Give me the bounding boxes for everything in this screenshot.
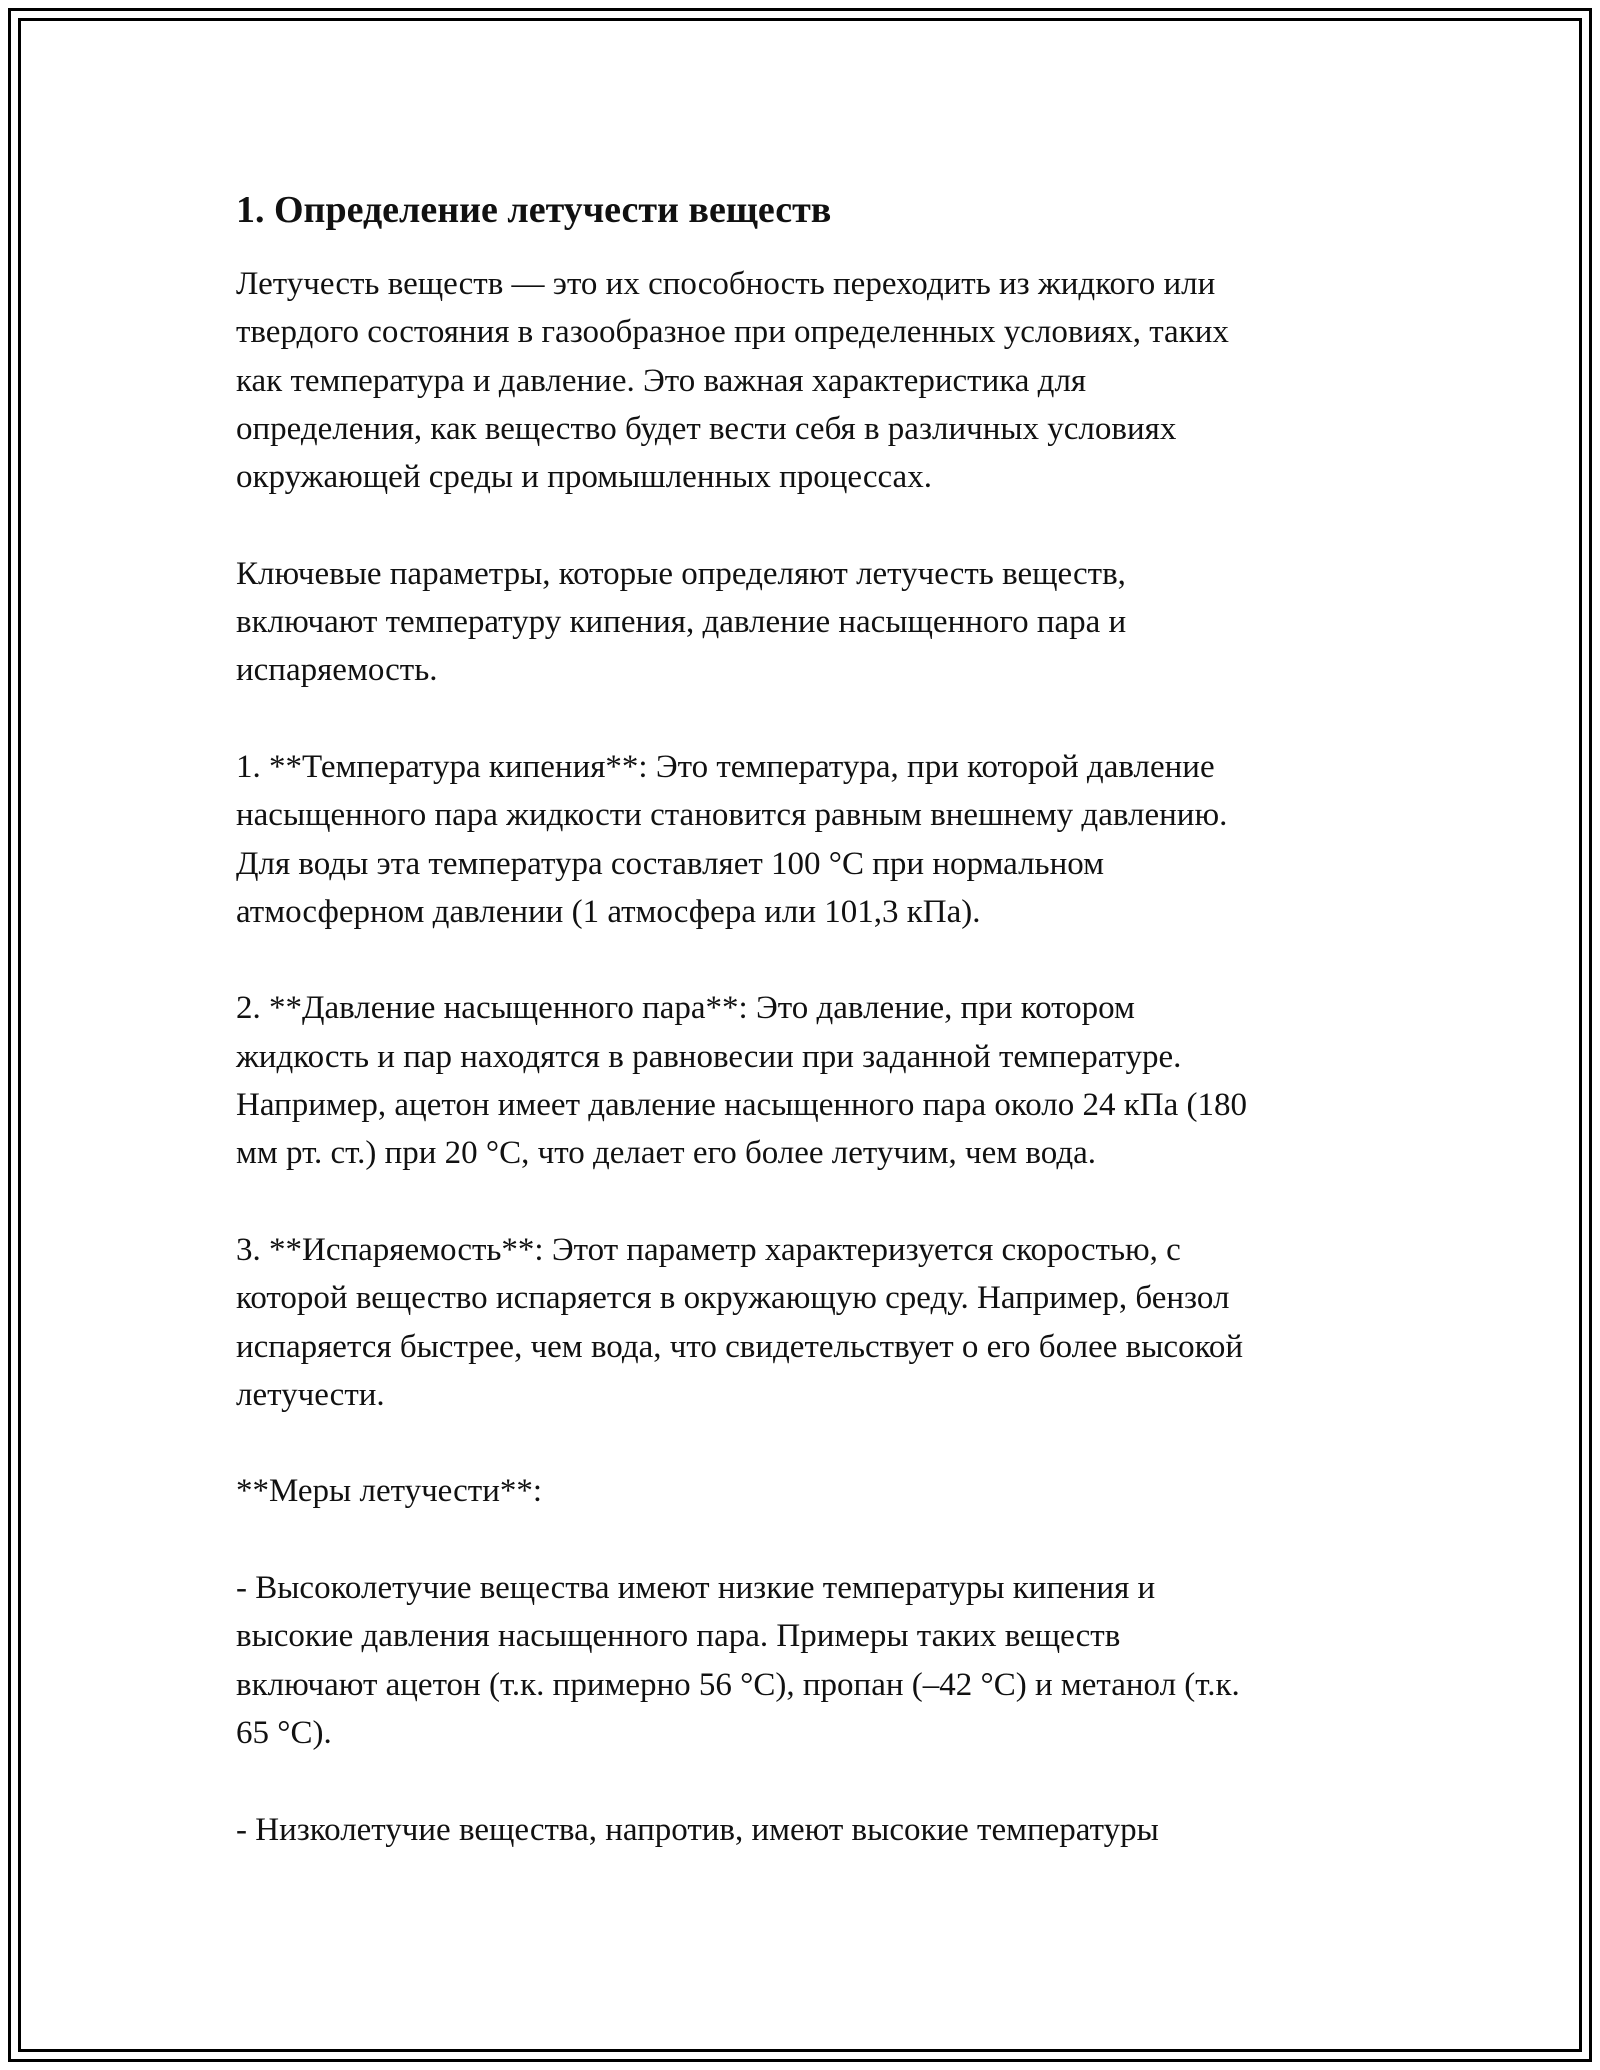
paragraph-definition: Летучесть веществ — это их способность переходить из жидкого или твердого состояния в газообразное при определенных условиях, таких как температура и давление. Это важная характеристика для определения, как вещество будет вести себя в различных условиях окружающей среды и промышленных процессах. [236, 266, 1229, 496]
section-heading: 1. Определение летучести веществ [236, 189, 832, 231]
paragraph-volatility-measures: **Меры летучести**: [236, 1473, 543, 1510]
paragraph-high-volatility: - Высоколетучие вещества имеют низкие температуры кипения и высокие давления насыщенного пара. Примеры таких веществ включают ацетон (т.к. примерно 56 °C), пропан (–42 °C) и метанол (т.к. 65 °C). [236, 1570, 1240, 1751]
document-body [236, 186, 1386, 1854]
paragraph-boiling-point: 1. **Температура кипения**: Это температура, при которой давление насыщенного пара жидкости становится равным внешнему давлению. Для воды эта температура составляет 100 °C при нормальном атмосферном давлении (1 атмосфера или 101,3 кПа). [236, 748, 1228, 930]
paragraph-evaporation-rate: 3. **Испаряемость**: Этот параметр характеризуется скоростью, с которой вещество испаряется в окружающую среду. Например, бензол испаряется быстрее, чем вода, что свидетельствует о его более высокой летучести. [236, 1231, 1244, 1413]
paragraph-key-parameters: Ключевые параметры, которые определяют летучесть веществ, включают температуру кипения, давление насыщенного пара и испаряемость. [236, 555, 1127, 689]
paragraph-low-volatility: - Низколетучие вещества, напротив, имеют высокие температуры [236, 1811, 1159, 1848]
paragraph-vapor-pressure: 2. **Давление насыщенного пара**: Это давление, при котором жидкость и пар находятся в равновесии при заданной температуре. Например, ацетон имеет давление насыщенного пара около 24 кПа (180 мм рт. ст.) при 20 °C, что делает его более летучим, чем вода. [236, 990, 1247, 1172]
